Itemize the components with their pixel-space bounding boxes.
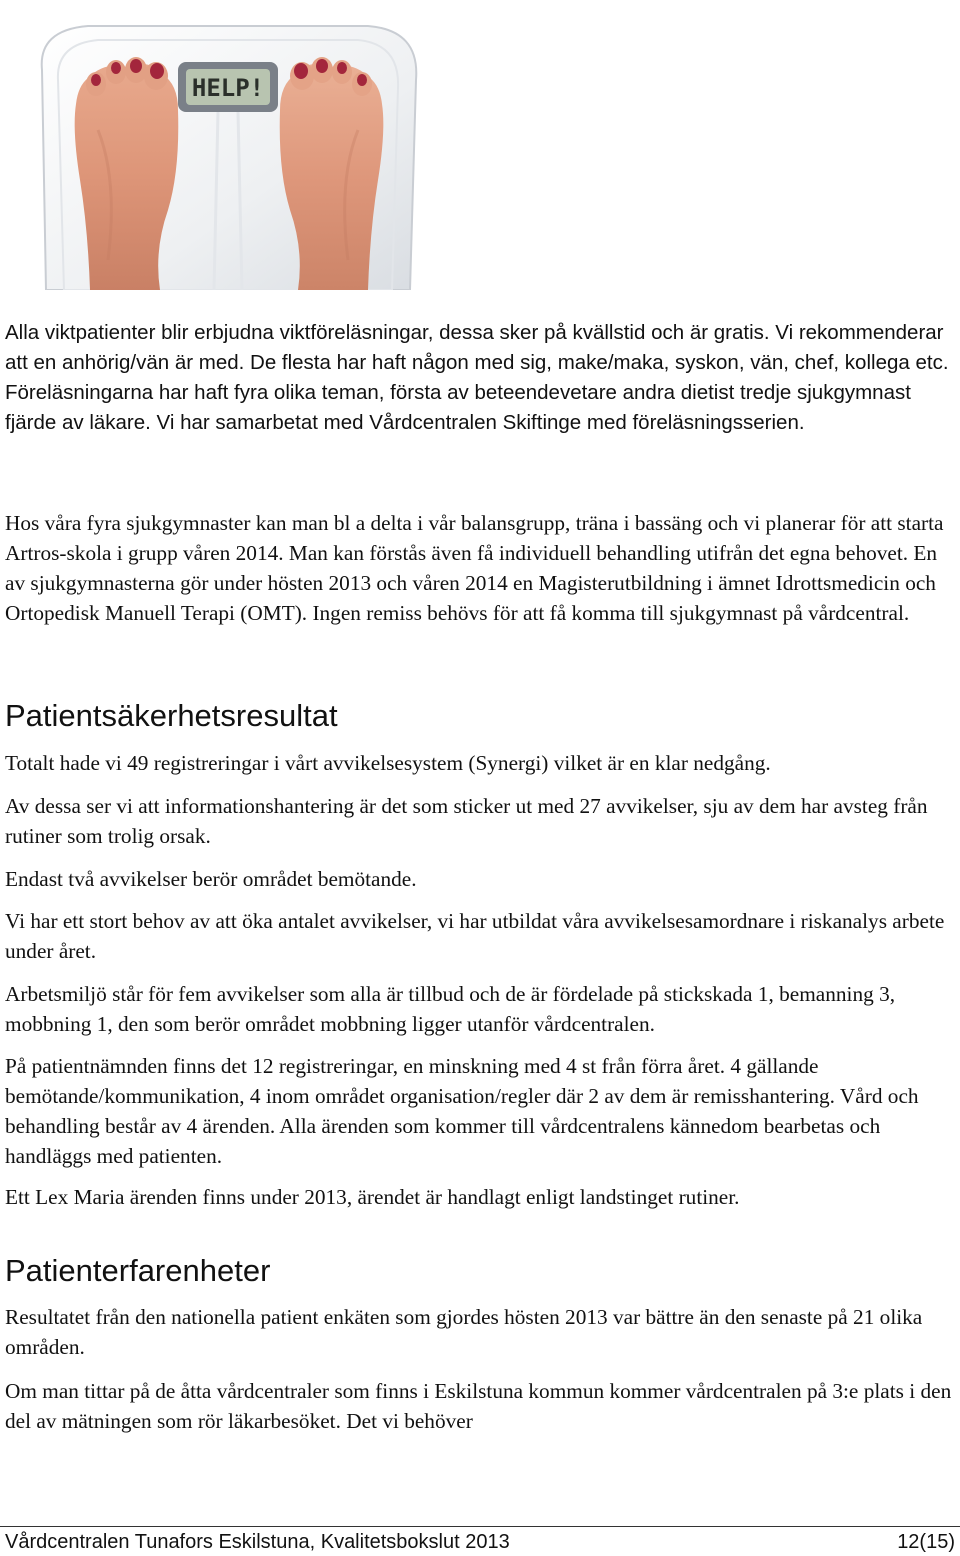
safety-paragraph-treatment: Endast två avvikelser berör området bemötande. <box>5 867 417 891</box>
footer-title: Vårdcentralen Tunafors Eskilstuna, Kvalitetsbokslut 2013 <box>5 1531 510 1553</box>
intro-paragraph-weight-lectures: Alla viktpatienter blir erbjudna viktföreläsningar, dessa sker på kvällstid och är gratis. Vi rekommenderar att en anhörig/vän är med. De flesta har haft någon med sig, make/maka, syskon, vän, chef, kollega etc. Föreläsningarna har haft fyra olika teman, första av beteendevetare andra dietist tredje sjukgymnast fjärde av läkare. Vi har samarbetat med Vårdcentralen Skiftinge med föreläsningsserien. <box>5 321 949 434</box>
section-heading-patient-experience: Patienterfarenheter <box>5 1253 271 1288</box>
footer-divider <box>0 1526 960 1527</box>
safety-paragraph-patient-board: På patientnämnden finns det 12 registreringar, en minskning med 4 st från förra året. 4 gällande bemötande/kommunikation, 4 inom området organisation/regler där 2 av dem är remisshantering. Vård och behandling består av 4 ärenden. Alla ärenden som kommer till vårdcentralens kännedom bearbetas och handläggs med patienten. <box>5 1054 919 1168</box>
experience-paragraph-ranking: Om man tittar på de åtta vårdcentraler som finns i Eskilstuna kommun kommer vårdcentralen på 3:e plats i den del av mätningen som rör läkarbesöket. Det vi behöver <box>5 1379 952 1433</box>
scale-photo <box>28 0 426 290</box>
scale-illustration <box>28 0 426 290</box>
safety-paragraph-work-environment: Arbetsmiljö står för fem avvikelser som alla är tillbud och de är fördelade på stickskada 1, bemanning 3, mobbning 1, den som berör området mobbning ligger utanför vårdcentralen. <box>5 982 896 1036</box>
experience-paragraph-survey: Resultatet från den nationella patient enkäten som gjordes hösten 2013 var bättre än den senaste på 21 olika områden. <box>5 1305 923 1359</box>
section-heading-patient-safety: Patientsäkerhetsresultat <box>5 698 338 733</box>
page-number: 12(15) <box>897 1531 955 1553</box>
safety-paragraph-risk-analysis: Vi har ett stort behov av att öka antalet avvikelser, vi har utbildat våra avvikelsesamordnare i riskanalys arbete under året. <box>5 909 945 963</box>
safety-paragraph-information: Av dessa ser vi att informationshantering är det som sticker ut med 27 avvikelser, sju av dem har avsteg från rutiner som trolig orsak. <box>5 794 928 848</box>
page-footer <box>5 1529 955 1555</box>
safety-paragraph-registrations: Totalt hade vi 49 registreringar i vårt avvikelsesystem (Synergi) vilket är en klar nedgång. <box>5 751 771 775</box>
scale-display-text: HELP! <box>191 74 265 102</box>
intro-paragraph-physiotherapy: Hos våra fyra sjukgymnaster kan man bl a delta i vår balansgrupp, träna i bassäng och vi planerar för att starta Artros-skola i grupp våren 2014. Man kan förstås även få individuell behandling utifrån det egna behovet. En av sjukgymnasterna gör under hösten 2013 och våren 2014 en Magisterutbildning i ämnet Idrottsmedicin och Ortopedisk Manuell Terapi (OMT). Ingen remiss behövs för att få komma till sjukgymnast på vårdcentral. <box>5 511 944 625</box>
safety-paragraph-lex-maria: Ett Lex Maria ärenden finns under 2013, ärendet är handlagt enligt landstinget rutiner. <box>5 1185 740 1209</box>
